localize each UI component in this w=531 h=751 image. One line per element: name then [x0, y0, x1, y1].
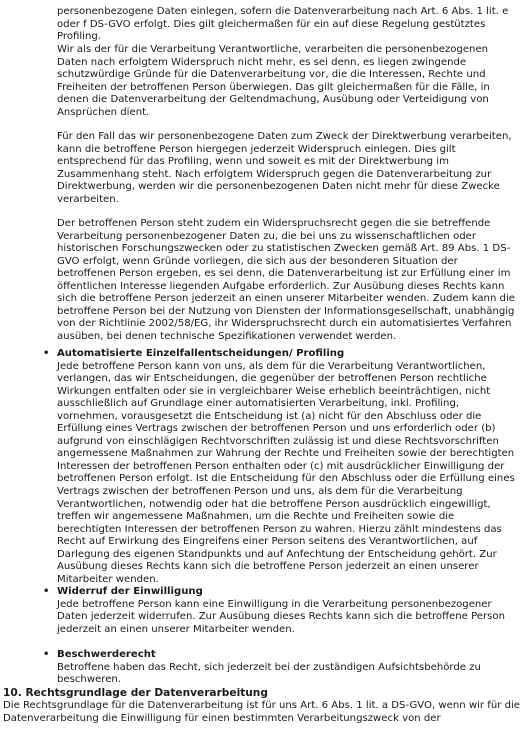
direct-marketing-paragraph: Für den Fall das wir personenbezogene Daten zum Zweck der Direktwerbung verarbeiten, kann die betroffene Person hiergegen jederzeit Widerspruch einlegen. Dies gilt entsprechend für das Profiling, wenn und soweit es mit der Direktwerbung im Zusammenhang steht. Nach erfolgtem Widerspruch gegen die Datenverarbeitung zur Direktwerbung, werden wir die personenbezogenen Daten nicht mehr für diese Zwecke verarbeiten.: [57, 131, 512, 205]
bullet-title: Widerruf der Einwilligung: [57, 586, 203, 597]
bullet-marker: •: [43, 586, 50, 597]
section-10-heading: 10. Rechtsgrundlage der Datenverarbeitung: [3, 687, 268, 699]
bullet-text: Jede betroffene Person kann von uns, als dem für die Verarbeitung Verantwortlichen, verlangen, das wir Entscheidungen, die gegenüber der betroffenen Person rechtliche Wirkungen entfalten oder sie in vergleichbarer Weise erheblich beeinträchtigen, nicht ausschließlich auf Grundlage einer automatisierten Verarbeitung, inkl. Profiling, vornehmen, vorausgesetzt die Entscheidung ist (a) nicht für den Abschluss oder die Erfüllung eines Vertrags zwischen der betroffenen Person und uns erforderlich oder (b) aufgrund von einschlägigen Rechtvorschriften zulässig ist und diese Rechtsvorschriften angemessene Maßnahmen zur Wahrung der Rechte und Freiheiten sowie der berechtigten Interessen der betroffenen Person enthalten oder (c) mit ausdrücklicher Einwilligung der betroffenen Person erfolgt. Ist die Entscheidung für den Abschluss oder die Erfüllung eines Vertrags zwischen der betroffenen Person und uns, als dem für die Verarbeitung Verantwortlichen, notwendig oder hat die betroffene Person ausdrücklich eingewilligt, treffen wir angemessene Maßnahmen, um die Rechte und Freiheiten sowie die berechtigten Interessen der betroffenen Person zu wahren. Hierzu zählt mindestens das Recht auf Erwirkung des Eingreifens einer Person seitens des Verantwortlichen, auf Darlegung des eigenen Standpunkts und auf Anfechtung der Entscheidung gehört. Zur Ausübung dieses Rechts kann sich die betroffene Person jederzeit an einen unserer Mitarbeiter wenden.: [57, 360, 515, 585]
bullet-marker: •: [43, 348, 50, 359]
bullet-marker: •: [43, 649, 50, 660]
objection-paragraph-2: Wir als der für die Verarbeitung Verantwortliche, verarbeiten die personenbezogenen Daten nach erfolgtem Widerspruch nicht mehr, es sei denn, es liegen zwingende schutzwürdige Gründe für die Datenverarbeitung vor, die die Interessen, Rechte und Freiheiten der betroffenen Person überwiegen. Das gilt gleichermaßen für die Fälle, in denen die Datenverarbeitung der Geltendmachung, Ausübung oder Verteidigung von Ansprüchen dient.: [57, 44, 490, 118]
bullet-text: Jede betroffene Person kann eine Einwilligung in die Verarbeitung personenbezogener Daten jederzeit widerrufen. Zur Ausübung dieses Rechts kann sich die betroffene Person jederzeit an einen unserer Mitarbeiter wenden.: [57, 598, 505, 635]
objection-paragraph-1: personenbezogene Daten einlegen, sofern die Datenverarbeitung nach Art. 6 Abs. 1 lit. e oder f DS-GVO erfolgt. Dies gilt gleichermaßen für ein auf diese Regelung gestütztes Profiling.: [57, 6, 509, 43]
bullet-complaint-right: [43, 649, 519, 687]
bullet-consent-withdrawal: [43, 586, 519, 636]
bullet-title: Beschwerderecht: [57, 649, 156, 660]
bullet-title: Automatisierte Einzelfallentscheidungen/ Profiling: [57, 348, 345, 359]
bullet-automated-decisions: [43, 348, 519, 586]
bullet-text: Betroffene haben das Recht, sich jederzeit bei der zuständigen Aufsichtsbehörde zu beschweren.: [57, 661, 481, 686]
research-objection-paragraph: Der betroffenen Person steht zudem ein Widerspruchsrecht gegen die sie betreffende Verarbeitung personenbezogener Daten zu, die bei uns zu wissenschaftlichen oder historischen Forschungszwecken oder zu statistischen Zwecken gemäß Art. 89 Abs. 1 DS-GVO erfolgt, wenn Gründe vorliegen, die sich aus der besonderen Situation der betroffenen Person ergeben, es sei denn, die Datenverarbeitung ist zur Erfüllung einer im öffentlichen Interesse liegenden Aufgabe erforderlich. Zur Ausübung dieses Rechts kann sich die betroffene Person jederzeit an einen unserer Mitarbeiter wenden. Zudem kann die betroffene Person bei der Nutzung von Diensten der Informationsgesellschaft, unabhängig von der Richtlinie 2002/58/EG, ihr Widerspruchsrecht durch ein automatisiertes Verfahren ausüben, bei denen technische Spezifikationen verwendet werden.: [57, 218, 515, 342]
section-10-text: Die Rechtsgrundlage für die Datenverarbeitung ist für uns Art. 6 Abs. 1 lit. a DS-GVO, wenn wir für die Datenverarbeitung die Einwilligung für einen bestimmten Verarbeitungszweck von der: [3, 700, 520, 724]
